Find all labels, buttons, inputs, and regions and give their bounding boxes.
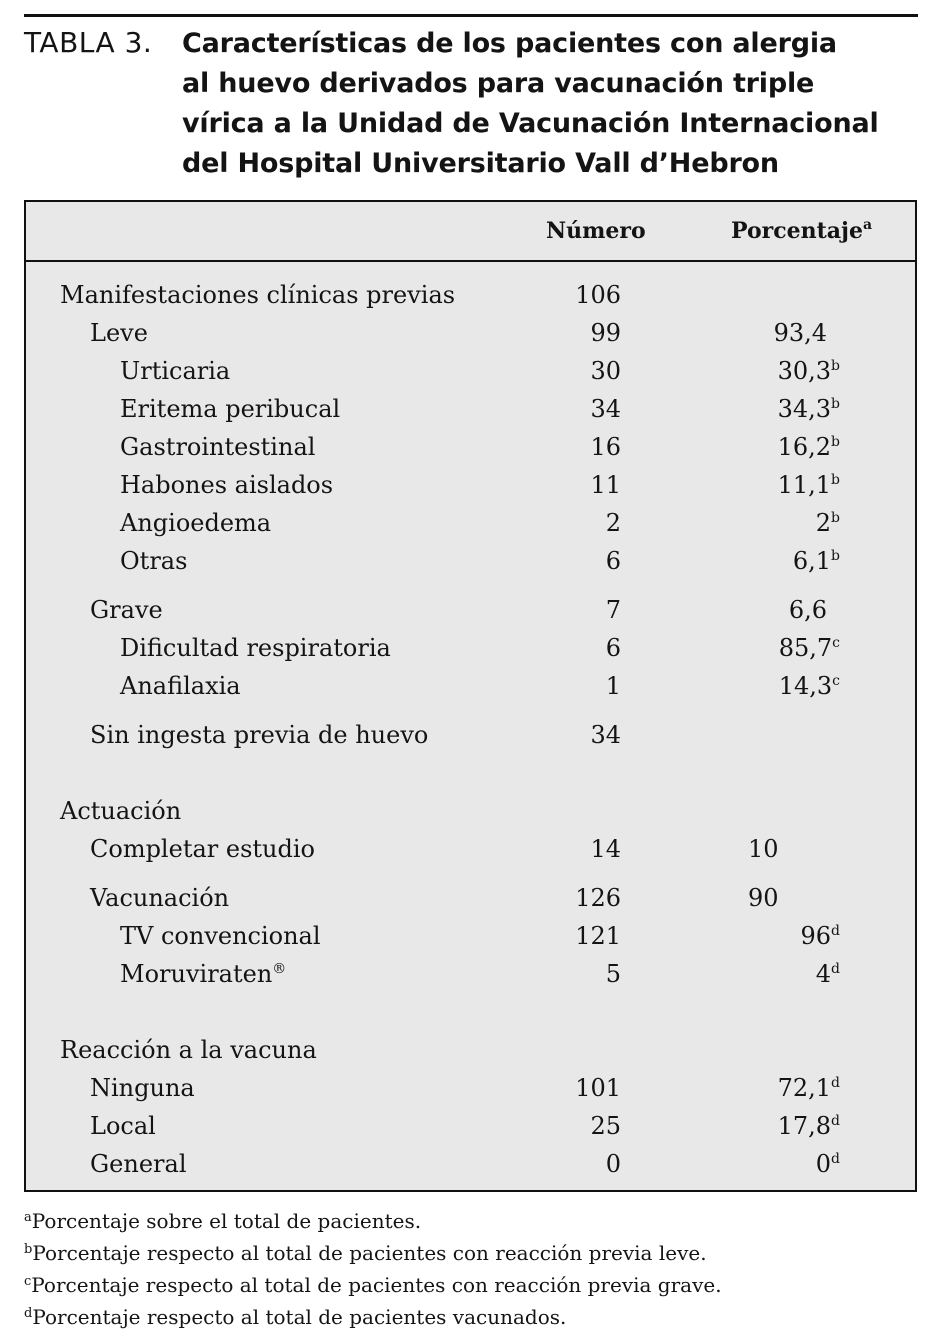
row-percent: 93,4 [773,319,827,347]
table-row [26,1146,915,1182]
row-label: Anafilaxia [120,672,241,700]
table-row [26,956,915,992]
footnote: $^d$Porcentaje respecto al total de pacientes vacunados. [24,1305,567,1329]
table-row [26,543,915,579]
row-number: 1 [605,672,621,700]
table-row [26,592,915,628]
row-label: General [90,1150,187,1178]
row-number: 14 [590,835,621,863]
table-row [26,918,915,954]
table-row [26,391,915,427]
row-percent: 96$^d$ [800,922,840,950]
footnote: $^b$Porcentaje respecto al total de pacientes con reacción previa leve. [24,1241,707,1265]
title-line: vírica a la Unidad de Vacunación Internacional [182,108,879,139]
table-row [26,1032,915,1068]
row-number: 126 [575,884,621,912]
row-label: Actuación [60,797,182,825]
footnote: $^c$Porcentaje respecto al total de pacientes con reacción previa grave. [24,1273,722,1297]
row-label: Dificultad respiratoria [120,634,391,662]
title-line: al huevo derivados para vacunación triple [182,68,815,99]
row-label: Gastrointestinal [120,433,316,461]
row-number: 5 [605,960,621,988]
row-percent: 85,7$^c$ [778,634,840,662]
row-label: Manifestaciones clínicas previas [60,281,456,309]
row-percent: 17,8$^d$ [777,1112,840,1140]
table-row [26,793,915,829]
row-number: 30 [590,357,621,385]
title-line: Características de los pacientes con alergia [182,28,837,59]
row-label: Vacunación [90,884,230,912]
table-row [26,831,915,867]
row-percent: 6,1$^b$ [792,547,840,575]
row-label: Sin ingesta previa de huevo [90,721,429,749]
table-row [26,1108,915,1144]
row-percent: 90 [748,884,779,912]
row-number: 6 [605,634,621,662]
row-number: 6 [605,547,621,575]
row-number: 34 [590,721,621,749]
row-percent: 72,1$^d$ [777,1074,840,1102]
data-table [24,200,917,1192]
row-number: 106 [575,281,621,309]
row-number: 7 [605,596,621,624]
header-percent-sup: a [862,217,873,233]
row-number: 99 [590,319,621,347]
row-label: Otras [120,547,188,575]
row-percent: 11,1$^b$ [777,471,840,499]
title-line: del Hospital Universitario Vall d’Hebron [182,148,779,179]
row-label: Habones aislados [120,471,334,499]
table-row [26,315,915,351]
row-number: 2 [605,509,621,537]
table-label: TABLA 3. [24,26,153,59]
row-percent: 30,3$^b$ [777,357,840,385]
header-percent: Porcentaje$^a$ [731,217,873,244]
row-label: Eritema peribucal [120,395,341,423]
row-label: Leve [90,319,148,347]
table-row [26,668,915,704]
row-label: Reacción a la vacuna [60,1036,317,1064]
row-label: Grave [90,596,163,624]
row-percent: 0$^d$ [815,1150,840,1178]
row-percent: 10 [748,835,779,863]
table-header [26,202,915,262]
table-row [26,467,915,503]
row-percent: 6,6 [788,596,827,624]
row-label: Ninguna [90,1074,195,1102]
row-percent: 16,2$^b$ [777,433,840,461]
table-row [26,353,915,389]
table-row [26,630,915,666]
row-label: TV convencional [120,922,321,950]
row-percent: 14,3$^c$ [778,672,840,700]
header-number: Número [546,218,646,244]
row-percent: 2$^b$ [815,509,840,537]
row-number: 16 [590,433,621,461]
table-row [26,717,915,753]
top-rule [24,14,918,17]
row-label: Local [90,1112,156,1140]
row-number: 25 [590,1112,621,1140]
table-row [26,505,915,541]
row-label: Moruviraten® [120,960,287,988]
row-label: Angioedema [120,509,272,537]
row-number: 101 [575,1074,621,1102]
row-number: 11 [590,471,621,499]
row-percent: 34,3$^b$ [777,395,840,423]
table-row [26,277,915,313]
table-title [182,24,918,184]
row-label: Completar estudio [90,835,315,863]
row-percent: 4$^d$ [815,960,840,988]
row-number: 34 [590,395,621,423]
table-row [26,1070,915,1106]
row-number: 121 [575,922,621,950]
table-row [26,880,915,916]
table-row [26,429,915,465]
footnote: $^a$Porcentaje sobre el total de pacientes. [24,1209,422,1233]
row-label: Urticaria [120,357,231,385]
row-number: 0 [605,1150,621,1178]
